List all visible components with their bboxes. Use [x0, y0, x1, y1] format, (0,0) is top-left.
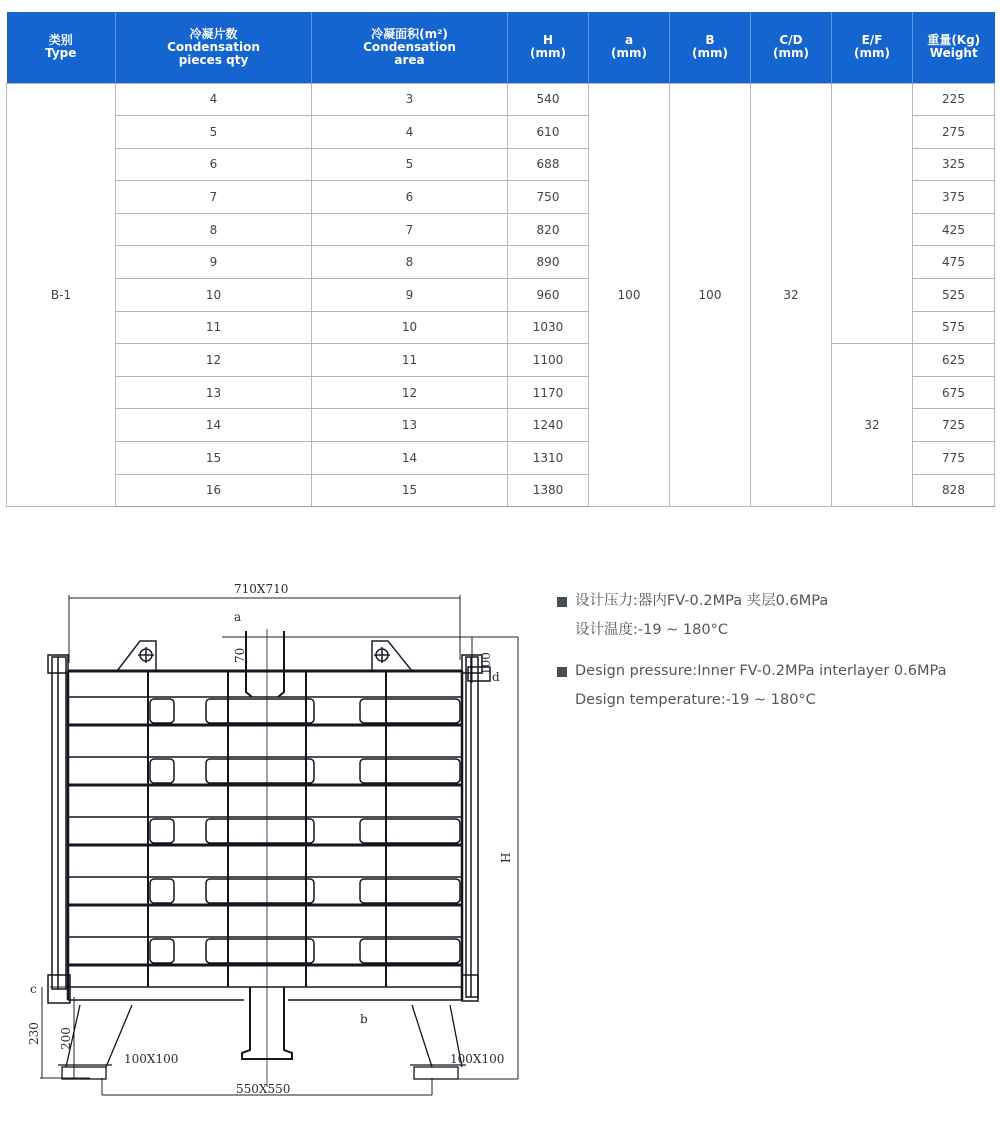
dim-top: 710X710: [234, 582, 289, 596]
cell-pieces: 9: [116, 246, 312, 279]
cell-area: 4: [312, 116, 508, 149]
condenser-drawing: [22, 575, 542, 1105]
label-b: b: [360, 1012, 368, 1026]
dim-bottom: 550X550: [236, 1082, 291, 1096]
header-ef: E/F (mm): [832, 12, 913, 83]
design-specs: [557, 587, 987, 727]
zh-temperature: 设计温度:-19 ~ 180°C: [575, 622, 728, 638]
label-a: a: [234, 610, 242, 624]
spec-en: [557, 657, 987, 715]
cell-pieces: 11: [116, 311, 312, 344]
cell-weight: 475: [913, 246, 995, 279]
cell-h: 610: [508, 116, 589, 149]
cell-area: 5: [312, 148, 508, 181]
cell-h: 1170: [508, 376, 589, 409]
dim-70: 70: [233, 647, 247, 663]
side-rods: [48, 655, 490, 1003]
en-temperature: Design temperature:-19 ~ 180°C: [575, 692, 816, 708]
cell-cd: 32: [751, 83, 832, 507]
cell-weight: 625: [913, 344, 995, 377]
cell-h: 1380: [508, 474, 589, 507]
label-c: c: [30, 982, 37, 996]
cell-h: 688: [508, 148, 589, 181]
dim-foot-left: 100X100: [124, 1052, 179, 1066]
zh-pressure: 设计压力:器内FV-0.2MPa 夹层0.6MPa: [575, 593, 829, 609]
cell-pieces: 6: [116, 148, 312, 181]
lifting-lugs: [117, 641, 412, 671]
cell-h: 1030: [508, 311, 589, 344]
dim-230: 230: [27, 1022, 41, 1045]
cell-pieces: 4: [116, 83, 312, 116]
dim-100: 100: [479, 652, 493, 675]
cell-pieces: 10: [116, 279, 312, 312]
table-row: [7, 344, 995, 377]
cell-pieces: 13: [116, 376, 312, 409]
cell-b: 100: [670, 83, 751, 507]
cell-weight: 325: [913, 148, 995, 181]
cell-pieces: 14: [116, 409, 312, 442]
cell-weight: 725: [913, 409, 995, 442]
spec-table: [6, 12, 995, 507]
header-type: 类别 Type: [7, 12, 116, 83]
cell-weight: 375: [913, 181, 995, 214]
cell-area: 8: [312, 246, 508, 279]
cell-h: 1310: [508, 442, 589, 475]
table-header-row: [7, 12, 995, 83]
header-cd: C/D (mm): [751, 12, 832, 83]
cell-area: 9: [312, 279, 508, 312]
support-legs: [58, 1005, 466, 1079]
cell-weight: 425: [913, 213, 995, 246]
cell-ef-empty: [832, 83, 913, 344]
cell-weight: 275: [913, 116, 995, 149]
label-h: H: [499, 852, 513, 863]
cell-pieces: 5: [116, 116, 312, 149]
cell-h: 820: [508, 213, 589, 246]
cell-pieces: 12: [116, 344, 312, 377]
dim-200: 200: [59, 1027, 73, 1050]
cell-weight: 575: [913, 311, 995, 344]
header-h: H (mm): [508, 12, 589, 83]
cell-area: 7: [312, 213, 508, 246]
cell-area: 14: [312, 442, 508, 475]
cell-weight: 675: [913, 376, 995, 409]
header-weight: 重量(Kg) Weight: [913, 12, 995, 83]
table-body: [7, 83, 995, 507]
header-pieces: 冷凝片数 Condensation pieces qty: [116, 12, 312, 83]
cell-weight: 828: [913, 474, 995, 507]
table-row: [7, 83, 995, 116]
square-bullet-icon: [557, 597, 567, 607]
cell-pieces: 16: [116, 474, 312, 507]
spec-zh: [557, 587, 987, 645]
cell-type: B-1: [7, 83, 116, 507]
cell-area: 3: [312, 83, 508, 116]
cell-weight: 525: [913, 279, 995, 312]
en-pressure: Design pressure:Inner FV-0.2MPa interlayer 0.6MPa: [575, 663, 947, 679]
label-d: d: [492, 670, 500, 684]
cell-area: 11: [312, 344, 508, 377]
cell-a: 100: [589, 83, 670, 507]
cell-area: 6: [312, 181, 508, 214]
cell-h: 960: [508, 279, 589, 312]
condensation-plates: [68, 671, 462, 1000]
cell-h: 750: [508, 181, 589, 214]
dim-foot-right: 100X100: [450, 1052, 505, 1066]
header-a: a (mm): [589, 12, 670, 83]
cell-h: 1100: [508, 344, 589, 377]
cell-area: 13: [312, 409, 508, 442]
header-area: 冷凝面积(m²) Condensation area: [312, 12, 508, 83]
cell-h: 890: [508, 246, 589, 279]
square-bullet-icon: [557, 667, 567, 677]
header-b: B (mm): [670, 12, 751, 83]
cell-pieces: 15: [116, 442, 312, 475]
cell-pieces: 8: [116, 213, 312, 246]
cell-area: 10: [312, 311, 508, 344]
cell-area: 15: [312, 474, 508, 507]
cell-weight: 225: [913, 83, 995, 116]
cell-ef: 32: [832, 344, 913, 507]
cell-pieces: 7: [116, 181, 312, 214]
cell-h: 540: [508, 83, 589, 116]
cell-weight: 775: [913, 442, 995, 475]
cell-h: 1240: [508, 409, 589, 442]
cell-area: 12: [312, 376, 508, 409]
